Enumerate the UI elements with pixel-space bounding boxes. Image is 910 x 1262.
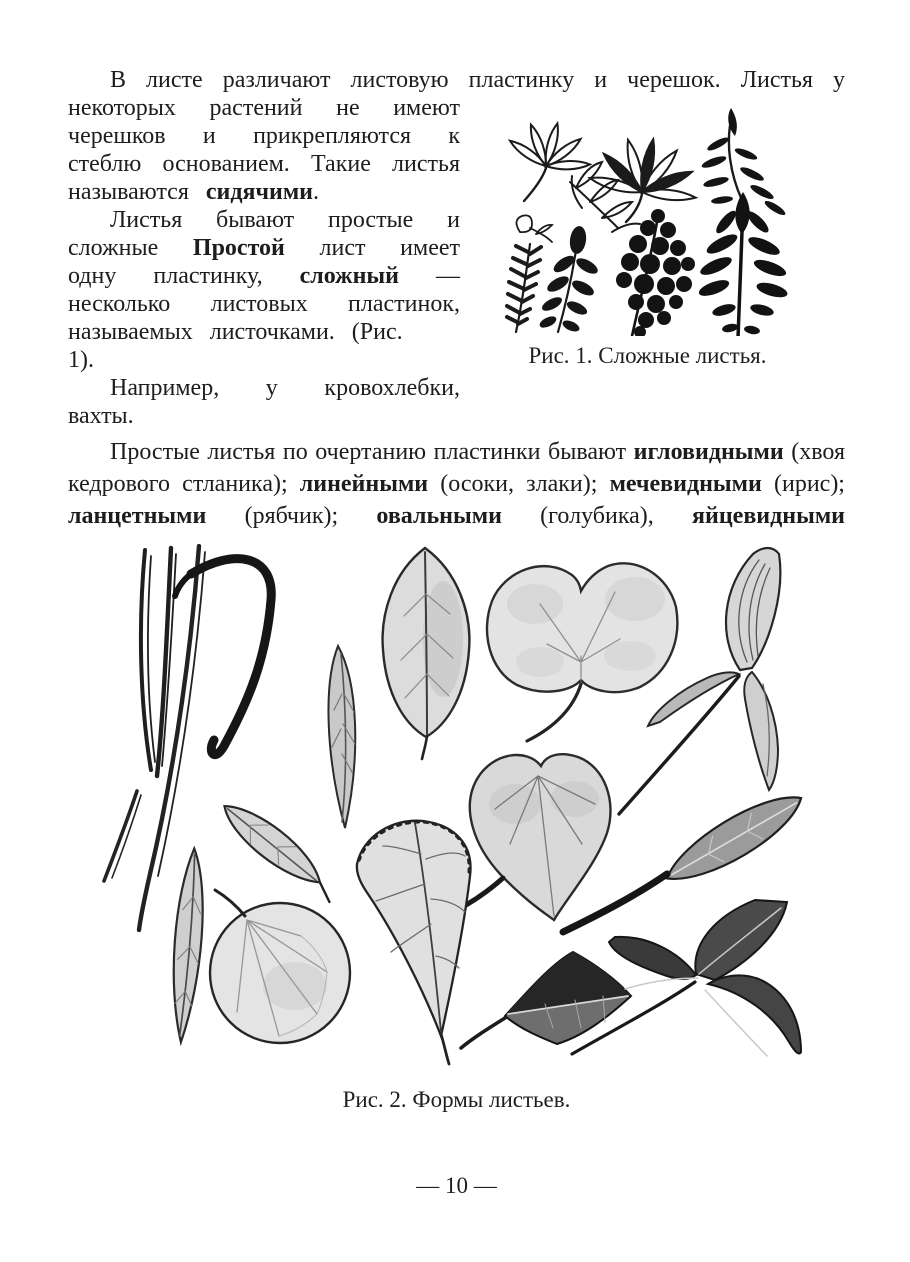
bold-term-linear: линейными (299, 471, 429, 497)
paragraph-1-first-line (68, 66, 845, 94)
orbicular-leaf (210, 890, 350, 1043)
needle-leaf-1 (141, 550, 155, 770)
text-run: некоторых растений не имеют черешков и прикрепляются к стеблю основанием. Такие листья называются (68, 95, 460, 205)
text-run: . (313, 179, 320, 205)
reniform-leaf (487, 563, 677, 741)
paragraph-1-continuation (68, 94, 460, 206)
text-run: Например, у кровохлебки, вахты. (68, 375, 460, 429)
text-and-figure-row (68, 94, 845, 430)
page-number: — 10 — (416, 1173, 497, 1198)
bipinnate-dense-leaf (616, 209, 695, 336)
bold-term-sword-shaped: мечевидными (609, 471, 762, 497)
figure-1 (490, 94, 805, 370)
bold-term-sessile: сидячими (205, 179, 314, 205)
elliptic-leaf-diagonal (216, 793, 345, 908)
pinnate-leaf-rowan (538, 225, 600, 334)
obovate-serrate-leaf (357, 821, 471, 1064)
figure-2 (95, 544, 805, 1072)
palmate-leaf-7-leaflets (589, 138, 697, 222)
text-run: 1). (68, 347, 94, 373)
bold-term-compound: сложный (299, 263, 399, 289)
text-run: (рябчик); (206, 503, 377, 529)
paragraph-4 (68, 436, 845, 532)
text-run: (ирис); (761, 471, 845, 497)
text-run: В листе различают листовую пластинку и черешок. Листья у (110, 67, 845, 93)
tendril-sketch (516, 215, 552, 242)
pinnate-leaf-bold (697, 192, 789, 336)
small-lanceolate-leaf (328, 646, 355, 828)
figure-2-caption: Рис. 2. Формы листьев. (342, 1087, 571, 1112)
text-run: (голубика), (501, 503, 693, 529)
bold-term-needle-shaped: игловидными (633, 439, 784, 465)
text-run: Простые листья по очертанию пластинки бывают (110, 439, 634, 465)
fig1-ink-layer (507, 108, 789, 336)
fern-frond (507, 244, 541, 332)
bold-term-oval: овальными (376, 503, 502, 529)
bold-term-lanceolate: ланцетными (68, 503, 207, 529)
fig2-leaf-shapes-drawing (95, 544, 805, 1072)
text-run: — несколько листовых пластинок, называемых листочками. (Рис. (68, 263, 460, 345)
body-text-column (68, 94, 460, 430)
paragraph-3 (68, 374, 460, 430)
text-run: (хвоя кедрового стланика); (68, 439, 845, 497)
small-linear-leaf (104, 791, 141, 881)
lanceolate-leaf (164, 848, 211, 1044)
text-run: лист имеет одну пластинку, (68, 235, 460, 289)
fig1-compound-leaves-drawing (490, 104, 800, 336)
text-run: (осоки, злаки); (428, 471, 610, 497)
bold-term-simple: Простой (192, 235, 285, 261)
paragraph-2 (68, 206, 460, 374)
bold-term-ovate: яйцевидными (692, 503, 845, 529)
text-run: Листья бывают простые и сложные (68, 207, 460, 261)
figure-1-caption: Рис. 1. Сложные листья. (528, 343, 767, 368)
fig2-ink-layer (104, 546, 805, 1064)
ovate-leaf (383, 548, 470, 759)
needle-leaf-2 (157, 548, 176, 776)
